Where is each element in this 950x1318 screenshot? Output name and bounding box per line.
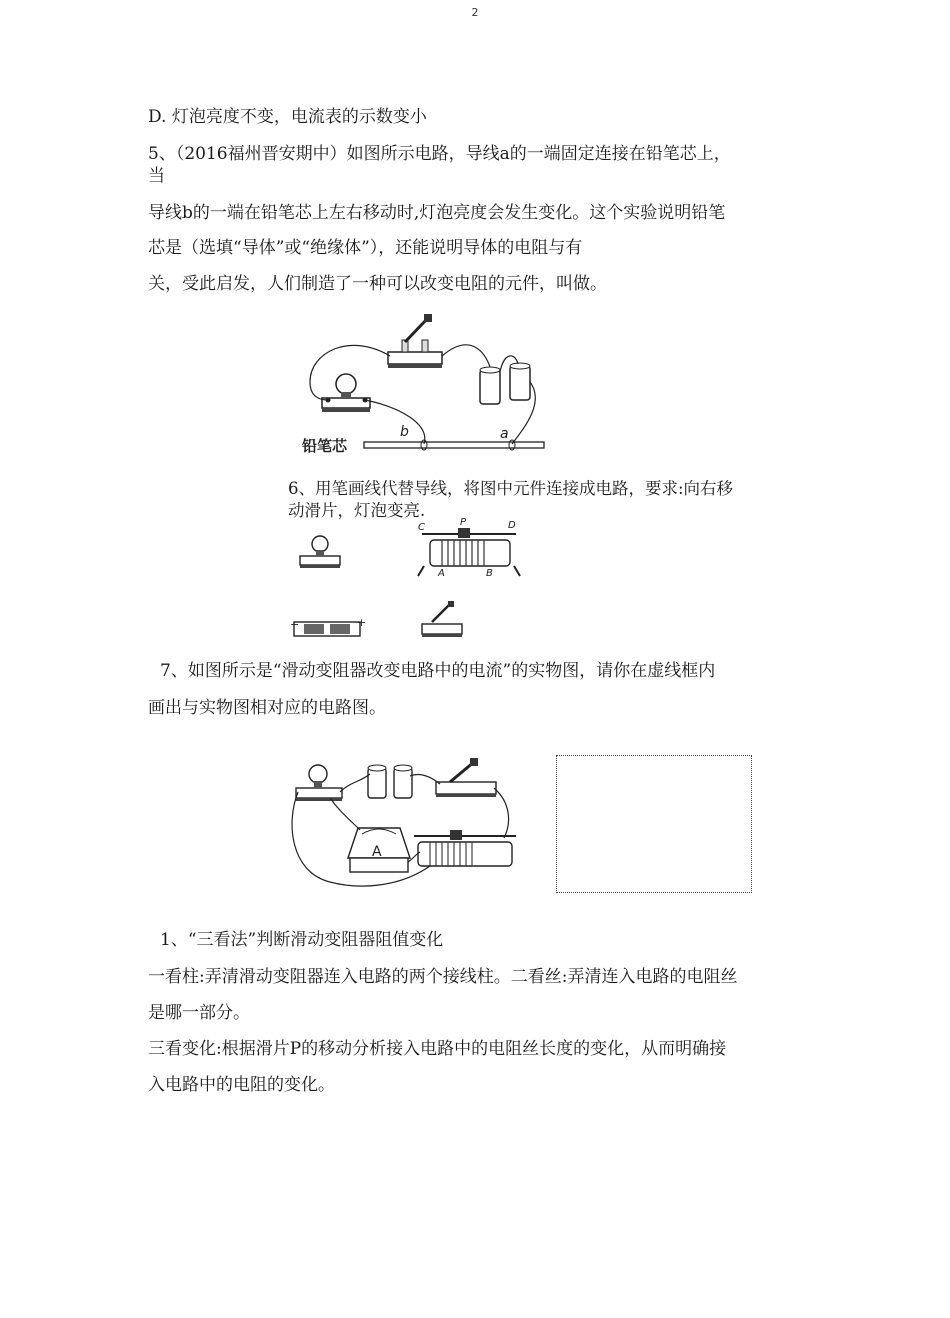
question-5-line-4: 芯是（选填“导体”或“绝缘体”），还能说明导体的电阻与有 — [148, 238, 583, 258]
answer-drawing-box[interactable] — [556, 755, 752, 893]
question-5-line-5: 关，受此启发，人们制造了一种可以改变电阻的元件，叫做。 — [148, 274, 607, 294]
question-5-line-2: 当 — [148, 166, 165, 186]
slider-p-label: P — [460, 517, 467, 528]
question-6-line-2: 动滑片，灯泡变亮. — [288, 501, 426, 520]
tip-line-4: 入电路中的电阻的变化。 — [148, 1075, 335, 1095]
pencil-lead-label: 铅笔芯 — [302, 437, 348, 455]
battery-plus-label: + — [357, 616, 367, 629]
question-6-line-1: 6、用笔画线代替导线，将图中元件连接成电路，要求:向右移 — [288, 479, 734, 498]
terminal-b-label: B — [486, 568, 493, 579]
figure-5-circuit — [290, 312, 560, 460]
tip-line-3: 三看变化:根据滑片P的移动分析接入电路中的电阻丝长度的变化，从而明确接 — [148, 1039, 727, 1059]
option-d: D. 灯泡亮度不变，电流表的示数变小 — [148, 107, 427, 127]
ammeter-label: A — [372, 844, 382, 860]
figure-7-circuit — [290, 762, 530, 900]
tip-title: 1、“三看法”判断滑动变阻器阻值变化 — [160, 930, 444, 950]
tip-line-1: 一看柱:弄清滑动变阻器连入电路的两个接线柱。二看丝:弄清连入电路的电阻丝 — [148, 967, 738, 987]
figure-6-components — [290, 518, 530, 644]
terminal-d-label: D — [508, 520, 516, 531]
terminal-c-label: C — [418, 522, 425, 533]
page-number: 2 — [471, 6, 479, 19]
question-7-line-1: 7、如图所示是“滑动变阻器改变电路中的电流”的实物图，请你在虚线框内 — [160, 661, 716, 681]
wire-b-label: b — [400, 424, 409, 440]
terminal-a-label: A — [438, 568, 445, 579]
question-5-line-3: 导线b的一端在铅笔芯上左右移动时,灯泡亮度会发生变化。这个实验说明铅笔 — [148, 203, 726, 223]
question-7-line-2: 画出与实物图相对应的电路图。 — [148, 698, 386, 718]
battery-minus-label: − — [290, 618, 300, 631]
tip-line-2: 是哪一部分。 — [148, 1003, 250, 1023]
wire-a-label: a — [500, 426, 509, 442]
question-5-line-1: 5、（2016福州晋安期中）如图所示电路，导线a的一端固定连接在铅笔芯上， — [148, 144, 731, 164]
